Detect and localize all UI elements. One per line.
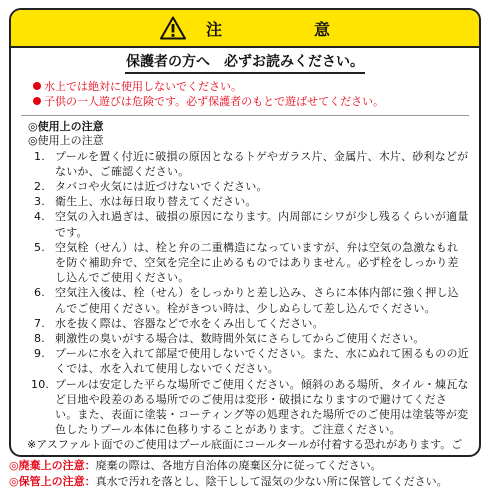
red-warnings (33, 79, 479, 109)
list-item (11, 240, 479, 286)
item-number: 6. (34, 286, 45, 300)
list-item (11, 377, 479, 438)
section-divider (21, 115, 469, 116)
section-subheading: ◎使用上の注意 (28, 133, 104, 147)
red-warning-text: 水上では絶対に使用しないでください。 (44, 79, 242, 93)
warning-triangle-icon (160, 16, 186, 40)
item-number: 1. (34, 149, 45, 163)
caution-panel (9, 8, 481, 457)
disposal-label: ◎廃棄上の注意： (9, 459, 96, 472)
storage-label: ◎保管上の注意： (9, 475, 96, 488)
item-text: 空気の入れ過ぎは、破損の原因になります。内周部にシワが少し残るくらいが適量です。 (55, 210, 469, 239)
caution-banner (11, 10, 479, 48)
item-text: プールは安定した平らな場所でご使用ください。傾斜のある場所、タイル・煉瓦など目地や段差のある場所でのご使用は変形・破損になりますので避けてください。また、表面に塗装・コーティング等の処理された場所でのご使用は塗装等が変色したりプール本体に色移りすることがあります。ご注意ください。 (55, 377, 469, 437)
item-text: 空気栓（せん）は、栓と弁の二重構造になっていますが、弁は空気の急激なもれを防ぐ補助弁で、空気を完全に止めるものではありません。必ず栓をしっかり差し込んでご使用ください。 (55, 240, 459, 285)
subtitle-underline (125, 72, 365, 74)
asphalt-note: ※アスファルト面でのご使用はプール底面にコールタールが付着する恐れがあります。ご (27, 438, 463, 452)
storage-text: 真水で汚れを落とし、陰干しして湿気の少ない所に保管してください。 (95, 475, 448, 488)
item-number: 7. (34, 316, 45, 330)
item-number: 4. (34, 210, 45, 224)
item-text: タバコや火気には近づけないでください。 (55, 179, 268, 193)
list-item (11, 285, 479, 315)
list-item (11, 209, 479, 239)
red-warning-line (33, 94, 479, 109)
item-text: 衛生上、水は毎日取り替えてください。 (55, 195, 257, 209)
item-number: 8. (34, 331, 45, 345)
guardian-subtitle: 保護者の方へ 必ずお読みください。 (126, 54, 364, 70)
item-text: プールを置く付近に破損の原因となるトゲやガラス片、金属片、木片、砂利などがないか、ご確認ください。 (55, 149, 469, 178)
red-warning-line (33, 79, 479, 94)
item-number: 9. (34, 347, 45, 361)
storage-note (9, 474, 448, 490)
caution-title: 注 意 (205, 19, 368, 39)
list-item (11, 316, 479, 331)
item-number: 5. (34, 240, 45, 254)
list-item (11, 331, 479, 346)
footer-notes (9, 458, 448, 490)
usage-notes-list (11, 149, 479, 438)
item-number: 2. (34, 179, 45, 193)
item-text: プールに水を入れて部屋で使用しないでください。また、水にぬれて困るものの近くでは、水を入れて使用しないでください。 (55, 347, 469, 376)
list-item (11, 194, 479, 209)
item-text: 空気注入後は、栓（せん）をしっかりと差し込み、さらに本体内部に強く押し込んでご使用ください。栓がきつい時は、少しぬらして差し込んでください。 (55, 286, 459, 315)
item-text: 刺激性の臭いがする場合は、数時間外気にさらしてからご使用ください。 (55, 331, 425, 345)
bullet-icon (33, 82, 41, 90)
item-number: 3. (34, 195, 45, 209)
bullet-icon (33, 97, 41, 105)
disposal-text: 廃棄の際は、各地方自治体の廃棄区分に従ってください。 (95, 459, 382, 472)
list-item (11, 179, 479, 194)
item-text: 水を抜く際は、容器などで水をくみ出してください。 (55, 316, 324, 330)
red-warning-text: 子供の一人遊びは危険です。必ず保護者のもとで遊ばせてください。 (44, 94, 385, 108)
list-item (11, 346, 479, 376)
disposal-note (9, 458, 448, 474)
list-item (11, 149, 479, 179)
item-number: 10. (31, 377, 50, 391)
section-heading: ◎使用上の注意 (28, 119, 104, 133)
